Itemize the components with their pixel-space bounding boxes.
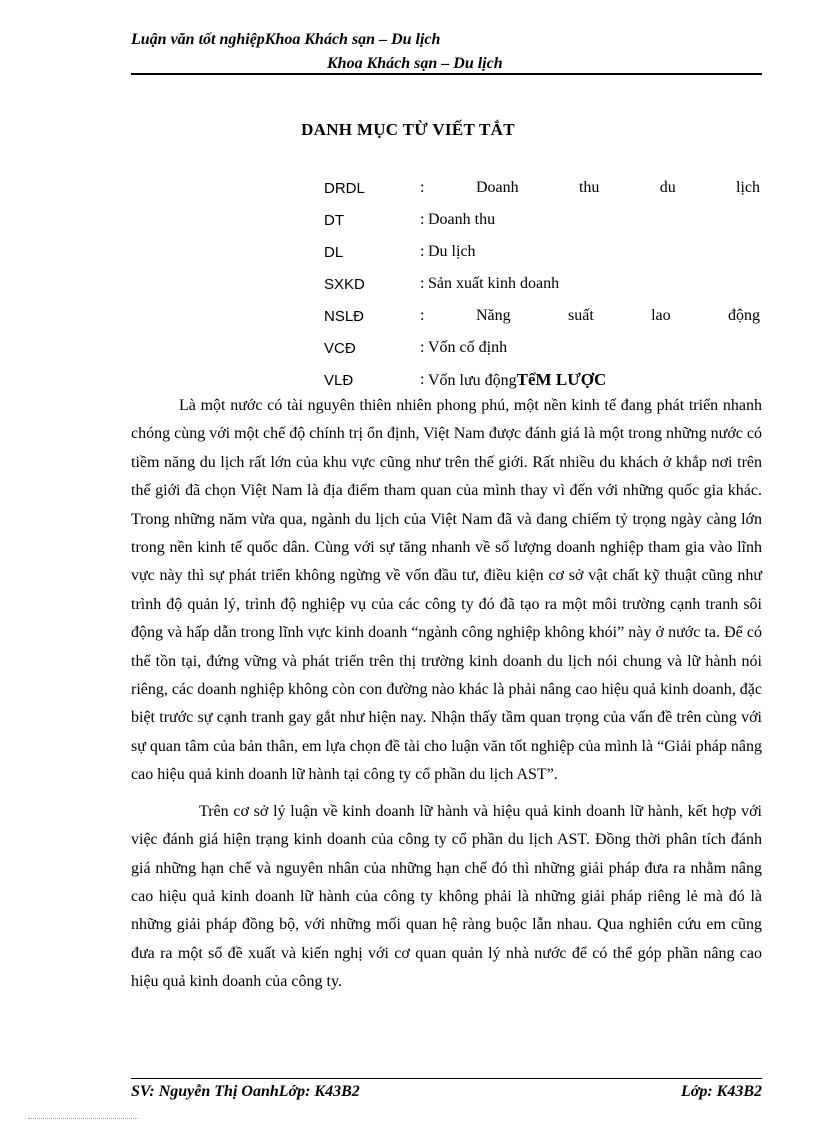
definition-word: suất	[567, 307, 594, 324]
abbreviation-definition: Sản xuất kinh doanh	[428, 275, 560, 292]
abbreviation-colon: :	[420, 179, 425, 196]
abbreviation-definition: Doanh thu	[428, 211, 496, 228]
header-line-1: Luận văn tốt nghiệpKhoa Khách sạn – Du lịch	[131, 31, 441, 48]
page-header	[131, 28, 762, 76]
abbreviation-code: VCĐ	[324, 339, 356, 357]
header-divider	[131, 73, 762, 75]
definition-word: động	[727, 307, 760, 324]
abbreviation-colon: :	[420, 339, 425, 356]
abbreviation-row	[324, 204, 760, 236]
definition-word: lao	[651, 307, 671, 324]
abbreviation-colon: :	[420, 307, 425, 324]
bottom-dotted-line	[28, 1118, 138, 1119]
abbreviation-colon: :	[420, 275, 425, 292]
abbreviation-code: VLĐ	[324, 371, 354, 389]
definition-word: Doanh	[476, 179, 519, 196]
abbreviation-definition	[428, 307, 760, 325]
page-title: DANH MỤC TỪ VIẾT TẮT	[301, 120, 515, 139]
abbreviation-row	[324, 300, 760, 332]
abbreviation-row	[324, 268, 760, 300]
summary-heading: TểM LƯỢC	[516, 370, 607, 389]
abbreviation-code: NSLĐ	[324, 307, 365, 325]
paragraph: Là một nước có tài nguyên thiên nhiên phong phú, một nền kinh tế đang phát triển nhanh chóng cùng với một chế độ chính trị ổn định, Việt Nam được đánh giá là một trong những nước có tiềm năng du lịch rất lớn của khu vực cũng như trên thế giới. Rất nhiều du khách ở khắp nơi trên thế giới đã chọn Việt Nam là địa điểm tham quan của mình thay vì đến với những quốc gia khác. Trong những năm vừa qua, ngành du lịch của Việt Nam đã và đang chiếm tỷ trọng ngày càng lớn trong nền kinh tế quốc dân. Cùng với sự tăng nhanh về số lượng doanh nghiệp tham gia vào lĩnh vực này thì sự phát triển không ngừng về vốn đầu tư, điều kiện cơ sở vật chất kỹ thuật cũng như trình độ quản lý, trình độ nghiệp vụ của các công ty đó đã tạo ra một môi trường cạnh tranh sôi động và hấp dẫn trong lĩnh vực kinh doanh “ngành công nghiệp không khói” này ở nước ta. Để có thể tồn tại, đứng vững và phát triển trên thị trường kinh doanh du lịch nói chung và lữ hành nói riêng, các doanh nghiệp không còn con đường nào khác là phải nâng cao hiệu quả kinh doanh, đặc biệt trước sự cạnh tranh gay gắt như hiện nay. Nhận thấy tầm quan trọng của vấn đề trên cùng với sự quan tâm của bản thân, em lựa chọn đề tài cho luận văn tốt nghiệp của mình là “Giải pháp nâng cao hiệu quả kinh doanh lữ hành tại công ty cổ phần du lịch AST”.	[131, 397, 762, 784]
abbreviation-row	[324, 332, 760, 364]
abbreviation-row	[324, 172, 760, 204]
page-footer	[131, 1081, 762, 1103]
abbreviation-definition	[428, 370, 760, 390]
abbreviation-code: DL	[324, 243, 344, 261]
definition-text: Vốn lưu động	[428, 372, 517, 389]
definition-word: lịch	[736, 179, 760, 196]
header-line-2: Khoa Khách sạn – Du lịch	[327, 55, 503, 72]
abbreviation-code: DT	[324, 211, 344, 229]
abbreviation-code: SXKD	[324, 275, 365, 293]
abbreviation-colon: :	[420, 371, 425, 388]
abbreviation-definition	[428, 179, 760, 197]
abbreviation-definition: Vốn cố định	[428, 339, 508, 356]
footer-divider	[131, 1078, 762, 1079]
abbreviation-list	[324, 172, 760, 396]
abbreviation-row	[324, 236, 760, 268]
body-text	[131, 392, 762, 997]
abbreviation-code: DRDL	[324, 179, 365, 197]
abbreviation-colon: :	[420, 243, 425, 260]
definition-word: thu	[578, 179, 600, 196]
footer-left: SV: Nguyễn Thị OanhLớp: K43B2	[131, 1083, 360, 1100]
abbreviation-definition: Du lịch	[428, 243, 476, 260]
footer-right: Lớp: K43B2	[680, 1083, 762, 1100]
abbreviation-colon: :	[420, 211, 425, 228]
definition-word: Năng	[476, 307, 511, 324]
paragraph: Trên cơ sở lý luận về kinh doanh lữ hành và hiệu quả kinh doanh lữ hành, kết hợp với việc đánh giá hiện trạng kinh doanh của công ty cổ phần du lịch AST. Đồng thời phân tích đánh giá những hạn chế và nguyên nhân của những hạn chế đó thì những giải pháp đưa ra nhằm nâng cao hiệu quả kinh doanh lữ hành của công ty không phải là những giải pháp riêng lẻ mà đó là những giải pháp đồng bộ, với những mối quan hệ ràng buộc lẫn nhau. Qua nghiên cứu em cũng đưa ra một số đề xuất và kiến nghị với cơ quan quản lý nhà nước để có thể góp phần nâng cao hiệu quả kinh doanh của công ty.	[131, 802, 762, 991]
definition-word: du	[659, 179, 676, 196]
